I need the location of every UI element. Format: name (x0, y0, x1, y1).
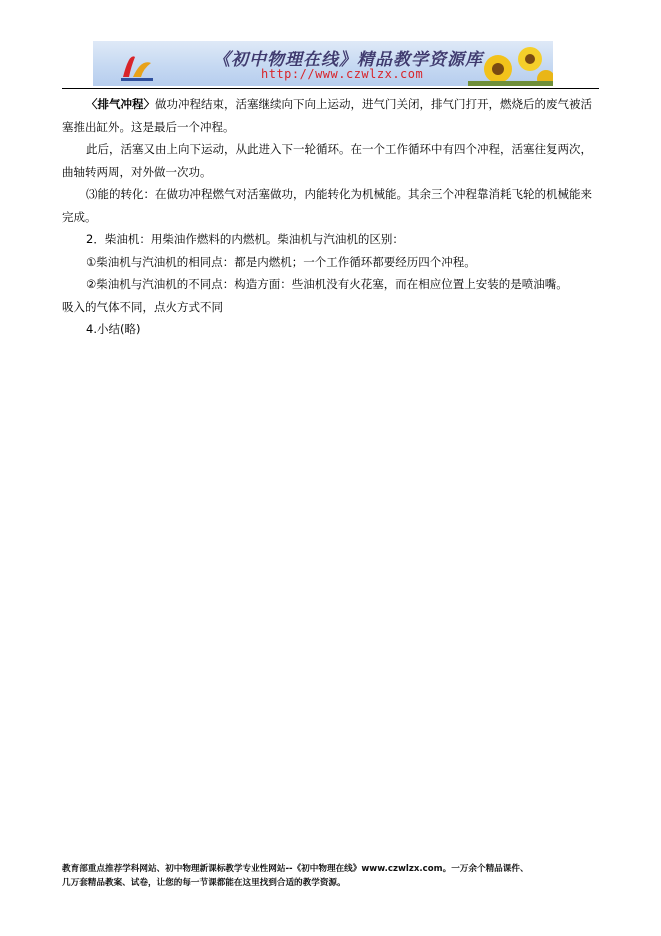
header-banner (93, 41, 553, 86)
banner-url: http://www.czwlzx.com (261, 67, 424, 81)
footer-line-2: 几万套精品教案、试卷，让您的每一节课都能在这里找到合适的教学资源。 (62, 878, 346, 888)
paragraph-summary: 4.小结(略) (86, 322, 141, 336)
sunflower-image (468, 41, 553, 86)
paragraph-energy-conversion: ⑶能的转化：在做功冲程燃气对活塞做功，内能转化为机械能。其余三个冲程靠消耗飞轮的机械能来完成。 (62, 187, 592, 224)
paragraph-differences-cont: 吸入的气体不同，点火方式不同 (62, 299, 223, 314)
paragraph-exhaust-stroke (62, 93, 599, 138)
paragraph-diesel: 2．柴油机：用柴油作燃料的内燃机。柴油机与汽油机的区别： (86, 232, 404, 246)
banner-title: 《初中物理在线》精品教学资源库 (213, 50, 483, 70)
page-footer (62, 862, 602, 890)
site-logo-icon (119, 47, 155, 83)
footer-line-1: 教育部重点推荐学科网站、初中物理新课标教学专业性网站--《初中物理在线》www.czwlzx.com。一万余个精品课件、 (62, 864, 529, 874)
paragraph-similarities: ①柴油机与汽油机的相同点：都是内燃机；一个工作循环都要经历四个冲程。 (86, 254, 476, 269)
term-exhaust-stroke: 〈排气冲程〉 (86, 97, 155, 111)
paragraph-differences: ②柴油机与汽油机的不同点：构造方面：些油机没有火花塞，而在相应位置上安装的是喷油嘴。 (86, 277, 568, 291)
document-body (62, 93, 599, 341)
paragraph-text: 做功冲程结束，活塞继续向下向上运动，进气门关闭，排气门打开，燃烧后的废气被活塞推出缸外。这是最后一个冲程。 (62, 97, 592, 134)
paragraph-cycle: 此后，活塞又由上向下运动，从此进入下一轮循环。在一个工作循环中有四个冲程，活塞往复两次，曲轴转两周，对外做一次功。 (62, 142, 592, 179)
header-rule (62, 88, 599, 89)
